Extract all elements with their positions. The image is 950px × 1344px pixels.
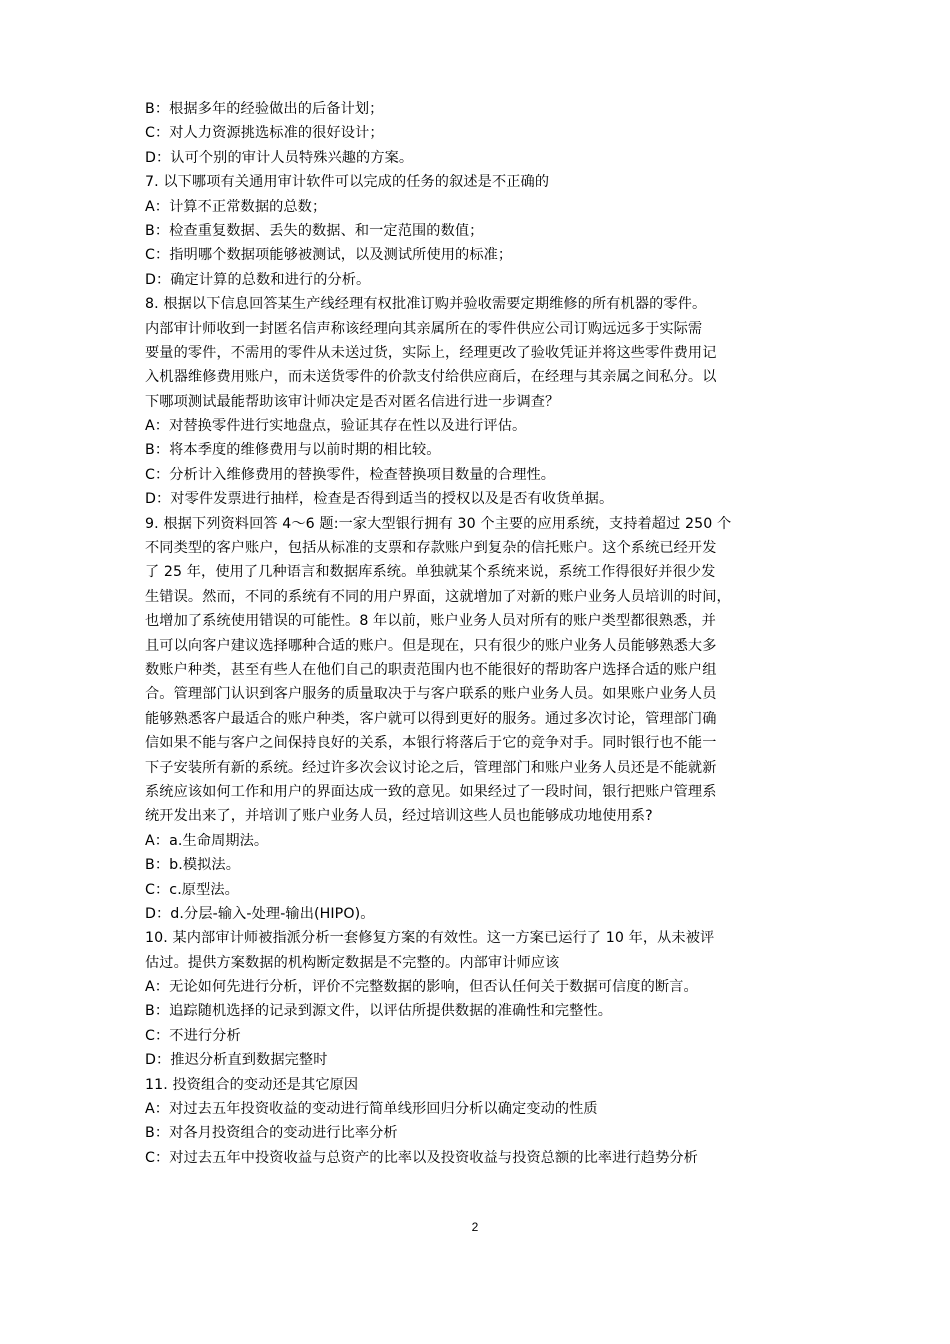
text-line: 下哪项测试最能帮助该审计师决定是否对匿名信进行进一步调查？ xyxy=(145,393,560,410)
question-heading: 9. 根据下列资料回答 4～6 题:一家大型银行拥有 30 个主要的应用系统，支持着超过 250 个 xyxy=(145,515,732,532)
page-number: 2 xyxy=(471,1220,479,1234)
text-line: B：对各月投资组合的变动进行比率分析 xyxy=(145,1125,398,1142)
text-line: C：c.原型法。 xyxy=(145,881,239,898)
text-line: 且可以向客户建议选择哪种合适的账户。但是现在，只有很少的账户业务人员能够熟悉大多 xyxy=(145,637,717,654)
text-line: D：对零件发票进行抽样，检查是否得到适当的授权以及是否有收货单据。 xyxy=(145,491,614,508)
text-line: B：追踪随机选择的记录到源文件，以评估所提供数据的准确性和完整性。 xyxy=(145,1003,613,1020)
text-line: A：无论如何先进行分析，评价不完整数据的影响，但否认任何关于数据可信度的断言。 xyxy=(145,979,698,996)
text-line: 内部审计师收到一封匿名信声称该经理向其亲属所在的零件供应公司订购远远多于实际需 xyxy=(145,320,703,337)
text-line: A：a.生命周期法。 xyxy=(145,832,269,849)
text-line: 信如果不能与客户之间保持良好的关系，本银行将落后于它的竞争对手。同时银行也不能一 xyxy=(145,735,717,752)
text-line: B：将本季度的维修费用与以前时期的相比较。 xyxy=(145,442,441,459)
text-line: 不同类型的客户账户，包括从标准的支票和存款账户到复杂的信托账户。这个系统已经开发 xyxy=(145,540,717,557)
text-line: 下子安装所有新的系统。经过许多次会议讨论之后，管理部门和账户业务人员还是不能就新 xyxy=(145,759,717,776)
text-line: C：分析计入维修费用的替换零件，检查替换项目数量的合理性。 xyxy=(145,466,556,483)
text-line: D：推迟分析直到数据完整时 xyxy=(145,1052,328,1069)
text-line: 入机器维修费用账户，而未送货零件的价款支付给供应商后，在经理与其亲属之间私分。以 xyxy=(145,369,717,386)
question-heading: 11. 投资组合的变动还是其它原因 xyxy=(145,1076,359,1093)
text-line: B：b.模拟法。 xyxy=(145,857,240,874)
text-line: 了 25 年，使用了几种语言和数据库系统。单独就某个系统来说，系统工作得很好并很少发 xyxy=(145,564,716,581)
text-line: 生错误。然而，不同的系统有不同的用户界面，这就增加了对新的账户业务人员培训的时间， xyxy=(145,588,731,605)
text-line: 数账户种类，甚至有些人在他们自己的职责范围内也不能很好的帮助客户选择合适的账户组 xyxy=(145,661,717,678)
text-line: 能够熟悉客户最适合的账户种类，客户就可以得到更好的服务。通过多次讨论，管理部门确 xyxy=(145,710,717,727)
text-line: A：对替换零件进行实地盘点，验证其存在性以及进行评估。 xyxy=(145,418,527,435)
text-line: C：对人力资源挑选标准的很好设计； xyxy=(145,125,384,142)
text-line: B：检查重复数据、丢失的数据、和一定范围的数值； xyxy=(145,222,484,239)
text-line: C：对过去五年中投资收益与总资产的比率以及投资收益与投资总额的比率进行趋势分析 xyxy=(145,1149,698,1166)
question-heading: 8. 根据以下信息回答某生产线经理有权批准订购并验收需要定期维修的所有机器的零件。 xyxy=(145,296,707,313)
text-line: 系统应该如何工作和用户的界面达成一致的意见。如果经过了一段时间，银行把账户管理系 xyxy=(145,783,717,800)
text-line: 也增加了系统使用错误的可能性。8 年以前，账户业务人员对所有的账户类型都很熟悉，并 xyxy=(145,613,716,630)
page-body-text xyxy=(145,97,813,1170)
text-line: C：指明哪个数据项能够被测试，以及测试所使用的标准； xyxy=(145,247,513,264)
text-line: C：不进行分析 xyxy=(145,1027,241,1044)
question-heading: 10. 某内部审计师被指派分析一套修复方案的有效性。这一方案已运行了 10 年，从未被评 xyxy=(145,930,715,947)
text-line: 要量的零件，不需用的零件从未送过货，实际上，经理更改了验收凭证并将这些零件费用记 xyxy=(145,344,717,361)
text-line: 合。管理部门认识到客户服务的质量取决于与客户联系的账户业务人员。如果账户业务人员 xyxy=(145,686,717,703)
question-heading: 7. 以下哪项有关通用审计软件可以完成的任务的叙述是不正确的 xyxy=(145,174,550,191)
text-line: D：确定计算的总数和进行的分析。 xyxy=(145,271,371,288)
text-line: D：d.分层-输入-处理-输出(HIPO)。 xyxy=(145,905,375,922)
text-line: B：根据多年的经验做出的后备计划； xyxy=(145,101,384,117)
text-line: 估过。提供方案数据的机构断定数据是不完整的。内部审计师应该 xyxy=(145,954,560,971)
text-line: D：认可个别的审计人员特殊兴趣的方案。 xyxy=(145,149,414,166)
text-line: A：对过去五年投资收益的变动进行简单线形回归分析以确定变动的性质 xyxy=(145,1101,598,1118)
text-line: A：计算不正常数据的总数； xyxy=(145,198,327,215)
text-line: 统开发出来了，并培训了账户业务人员，经过培训这些人员也能够成功地使用系? xyxy=(145,808,653,825)
